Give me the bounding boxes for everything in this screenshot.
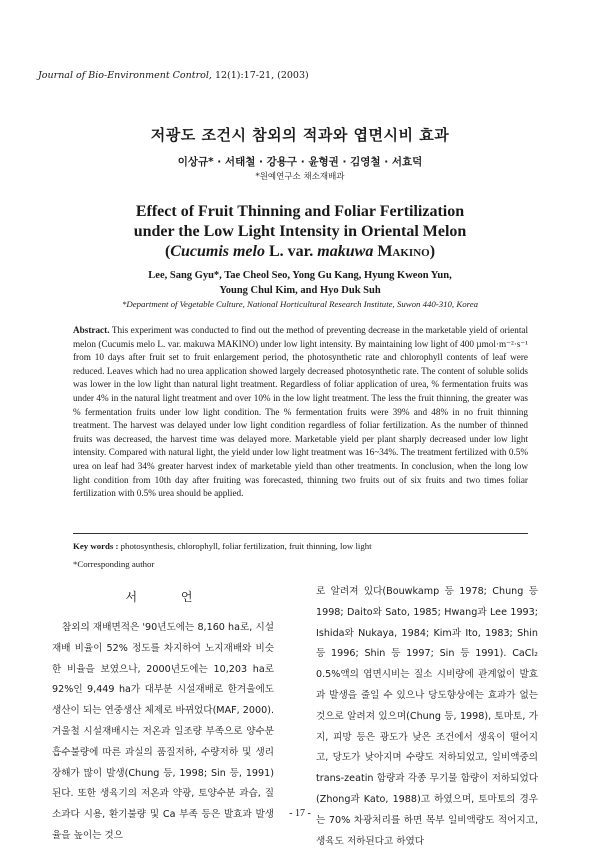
- keywords: [73, 541, 528, 551]
- taxon-author: Makino: [377, 243, 430, 260]
- english-title-line3: [0, 242, 600, 262]
- journal-citation: [38, 70, 309, 81]
- korean-affiliation: *원예연구소 채소재배과: [255, 172, 345, 182]
- english-authors-line1: Lee, Sang Gyu*, Tae Cheol Seo, Yong Gu Kang, Hyung Kweon Yun,: [148, 270, 452, 281]
- journal-volume: 12(1):17-21, (2003): [214, 70, 309, 81]
- title-var-text: L. var.: [264, 243, 318, 260]
- title-paren-open: (: [164, 243, 171, 260]
- abstract: [73, 324, 528, 501]
- species-name: Cucumis melo: [170, 243, 265, 260]
- keywords-label: Key words :: [73, 541, 119, 551]
- keywords-text: photosynthesis, chlorophyll, foliar fertilization, fruit thinning, low light: [118, 541, 372, 551]
- divider: [73, 533, 528, 534]
- english-title: [0, 202, 600, 262]
- english-title-line2: under the Low Light Intensity in Oriental Melon: [133, 223, 467, 240]
- variety-name: makuwa: [317, 243, 374, 260]
- english-title-line1: Effect of Fruit Thinning and Foliar Fertilization: [135, 203, 465, 220]
- korean-title: 저광도 조건시 참외의 적과와 엽면시비 효과: [150, 126, 450, 144]
- corresponding-author-note: *Corresponding author: [73, 559, 155, 569]
- body-paragraph: 참외의 재배면적은 '90년도에는 8,160 ha로, 시설재배 비율이 52% 정도를 차지하여 노지재배와 비슷한 비율을 보였으나, 2000년도에는 10,203 ha로 92%인 9,449 ha가 대부분 시설재배로 한겨울에도 생산이 되는 연중생산 체제로 바뀌었다(MAF, 2000). 겨울철 시설재배시는 저온과 일조량 부족으로 양수분 흡수불량에 따른 과실의 품질저하, 수량저하 및 생리장해가 많이 발생(Chung 등, 1998; Sin 등, 1991)된다. 또한 생육기의 저온과 약광, 토양수분 과습, 질소과다 시용, 환기불량 및 Ca 부족 등은 발효과 발생율을 높이는 것으: [52, 622, 274, 841]
- english-authors-line2: Young Chul Kim, and Hyo Duk Suh: [219, 285, 381, 296]
- section-heading-introduction: 서 언: [125, 590, 213, 604]
- abstract-text: This experiment was conducted to find out the method of preventing decrease in the marketable yield of oriental melon (Cucumis melo L. var. makuwa MAKINO) under low light intensity. By maintaining low light of 400 µmol·m⁻²·s⁻¹ from 10 days after fruit set to fruit enlargement period, the photosynthetic rate and chlorophyll contents of leaf were reduced. Leaves which had no urea application showed largely decreased photosynthetic rate. The content of soluble solids was lower in the low light than natural light treatment. Regardless of foliar application of urea, % fermentation fruits was under 4% in the natural light treatment and over 10% in the low light treatment. The less the fruit thinning, the greater was % fermentation fruits under low light condition. The % fermentation fruits were 39% and 48% in no fruit thinning treatment. The harvest was delayed under low light condition regardless of foliar fertilization. As the number of thinned fruits was decreased, the harvest time was delayed more. Marketable yield per plant sharply decreased under low light intensity. Compared with natural light, the yield under low light treatment was 16~34%. The treatment fertilized with 0.5% urea on leaf had 34% greater harvest index of marketable yield than other treatments. In conclusion, when the long low light condition from 10th day after fruiting was forecasted, thinning two fruits out of six fruits and two times foliar fertilization with 0.5% urea should be applied.: [73, 325, 528, 499]
- english-affiliation: *Department of Vegetable Culture, National Horticultural Research Institute, Suwon 440-310, Korea: [122, 299, 478, 309]
- journal-name: Journal of Bio-Environment Control,: [38, 70, 212, 81]
- korean-authors: 이상규* · 서태철 · 강용구 · 윤형권 · 김영철 · 서효덕: [177, 156, 423, 168]
- abstract-label: Abstract.: [73, 325, 110, 335]
- body-paragraph: 로 알려져 있다(Bouwkamp 등 1978; Chung 등 1998; Daito와 Sato, 1985; Hwang과 Lee 1993; Ishida와 Nukaya, 1984; Kim과 Ito, 1983; Shin 등 1996; Shin 등 1997; Sin 등 1991). CaCl₂ 0.5%액의 엽면시비는 질소 시비량에 관계없이 발효과 발생을 줄일 수 있으나 당도향상에는 효과가 없는 것으로 알려져 있으며(Chung 등, 1998), 토마토, 가지, 피망 등은 광도가 낮은 조건에서 생육이 떨어지고, 당도가 낮아지며 수량도 저하되었고, 일비액중의 trans-zeatin 함량과 각종 무기물 함량이 저하되었다(Zhong과 Kato, 1988)고 하였으며, 토마토의 경우는 70% 차광처리를 하면 목부 일비액량도 적어지고, 생육도 저하된다고 하였다: [316, 586, 538, 847]
- english-authors: [0, 268, 600, 298]
- page-number: - 17 -: [289, 808, 311, 819]
- title-paren-close: ): [429, 243, 436, 260]
